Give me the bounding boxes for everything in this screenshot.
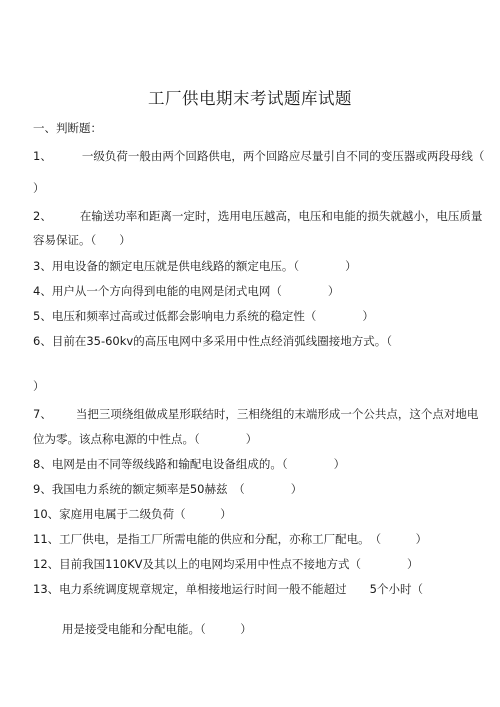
- question-line-9: 9、我国电力系统的额定频率是50赫兹 （ ）: [33, 482, 303, 496]
- question-text: 当把三项绕组做成星形联结时，三相绕组的末端形成一个公共点，这个点对地电: [75, 407, 479, 421]
- question-number: 1、: [33, 149, 52, 163]
- question-line-3: 3、用电设备的额定电压就是供电线路的额定电压。（ ）: [33, 259, 357, 273]
- question-line-7-cont: 位为零。该点称电源的中性点。（ ）: [33, 432, 258, 446]
- question-line-6-cont: ）: [33, 379, 45, 393]
- question-line-6: 6、目前在35-60kv的高压电网中多采用中性点经消弧线圈接地方式。（: [33, 334, 392, 348]
- question-number: 7、: [33, 407, 52, 421]
- question-line-1: [33, 148, 484, 164]
- question-line-2: [33, 208, 482, 224]
- question-line-13: 13、电力系统调度规章规定，单相接地运行时间一般不能超过 5个小时（: [33, 582, 423, 596]
- question-line-1-cont: ）: [33, 181, 45, 195]
- question-line-4: 4、用户从一个方向得到电能的电网是闭式电网（ ）: [33, 284, 340, 298]
- question-line-5: 5、电压和频率过高或过低都会影响电力系统的稳定性（ ）: [33, 309, 374, 323]
- question-text: 在输送功率和距离一定时，选用电压越高，电压和电能的损失就越小，电压质量: [79, 209, 483, 223]
- section-heading: 一、判断题：: [33, 121, 102, 135]
- question-line-10: 10、家庭用电属于二级负荷（ ）: [33, 507, 232, 521]
- question-line-13-cont: 用是接受电能和分配电能。（ ）: [62, 622, 252, 636]
- document-title: 工厂供电期末考试题库试题: [148, 89, 352, 108]
- question-line-12: 12、目前我国110KV及其以上的电网均采用中性点不接地方式（ ）: [33, 557, 419, 571]
- question-text: 一级负荷一般由两个回路供电，两个回路应尽量引自不同的变压器或两段母线（: [81, 149, 485, 163]
- question-line-8: 8、电网是由不同等级线路和输配电设备组成的。（ ）: [33, 457, 346, 471]
- question-number: 2、: [33, 209, 52, 223]
- question-line-2-cont: 容易保证。（ ）: [33, 233, 131, 247]
- question-line-11: 11、工厂供电，是指工厂所需电能的供应和分配，亦称工厂配电。 （ ）: [33, 532, 428, 546]
- question-line-7: [33, 406, 478, 422]
